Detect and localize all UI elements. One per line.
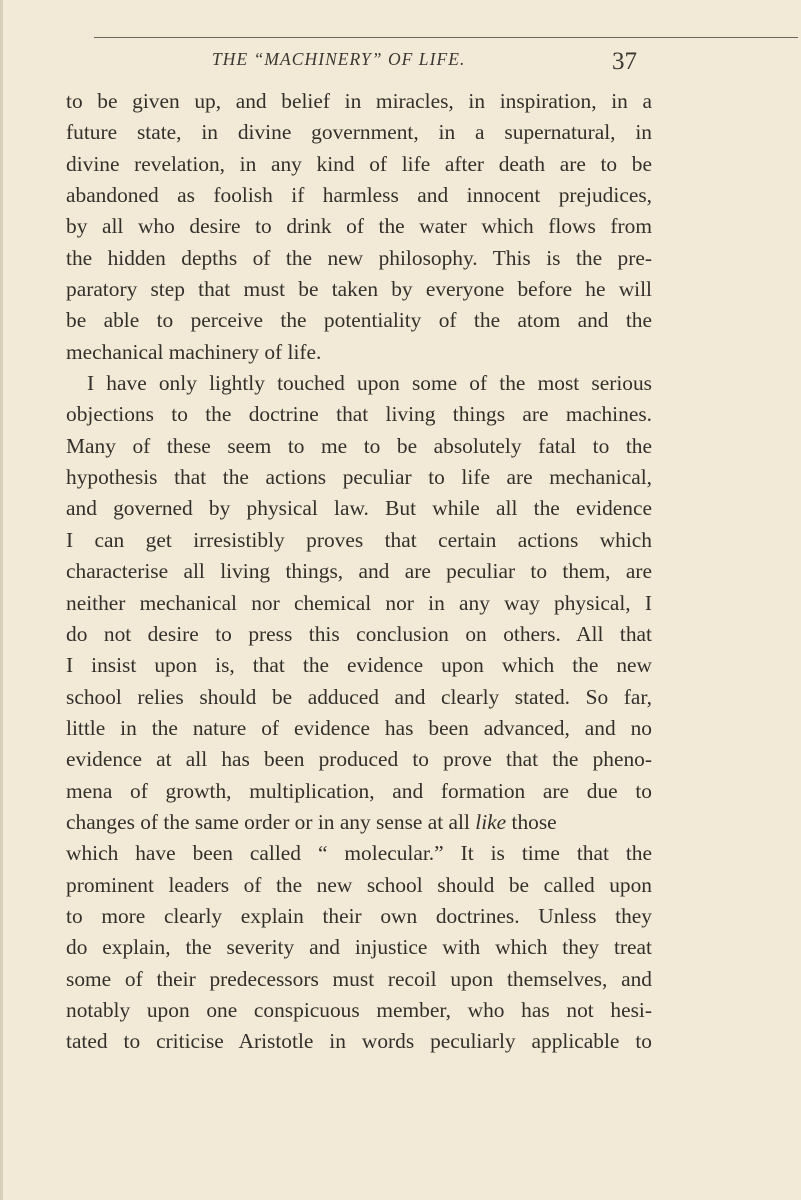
text-line: objections to the doctrine that living things are machines. <box>66 402 652 427</box>
text-line: do explain, the severity and injustice with which they treat <box>66 935 652 960</box>
text-line: I can get irresistibly proves that certain actions which <box>66 527 652 552</box>
header-rule <box>94 37 798 38</box>
body-text <box>66 86 652 1058</box>
text-line: some of their predecessors must recoil upon themselves, and <box>66 966 652 991</box>
page-number: 37 <box>612 48 637 75</box>
text-line: and governed by physical law. But while all the evidence <box>66 496 652 521</box>
text-line: Many of these seem to me to be absolutely fatal to the <box>66 433 652 458</box>
text-line: abandoned as foolish if harmless and innocent prejudices, <box>66 183 652 208</box>
text-segment: changes of the same order or in any sense at all <box>66 809 470 834</box>
text-line <box>66 807 652 838</box>
text-line: I have only lightly touched upon some of the most serious <box>87 371 652 396</box>
running-title: THE “MACHINERY” OF LIFE. <box>212 49 466 69</box>
text-line: be able to perceive the potentiality of the atom and the <box>66 308 652 333</box>
text-line: little in the nature of evidence has been advanced, and no <box>66 715 652 740</box>
text-line: notably upon one conspicuous member, who has not hesi- <box>66 997 652 1022</box>
text-line: divine revelation, in any kind of life after death are to be <box>66 151 652 176</box>
text-line: paratory step that must be taken by everyone before he will <box>66 277 652 302</box>
emphasis-like: like <box>475 809 507 834</box>
text-line: characterise all living things, and are peculiar to them, are <box>66 559 652 584</box>
text-line: to more clearly explain their own doctrines. Unless they <box>66 903 652 928</box>
text-line: tated to criticise Aristotle in words peculiarly applicable to <box>66 1029 652 1054</box>
text-line: mena of growth, multiplication, and formation are due to <box>66 778 652 803</box>
text-line: neither mechanical nor chemical nor in any way physical, I <box>66 590 652 615</box>
text-line: mechanical machinery of life. <box>66 339 322 364</box>
text-line: evidence at all has been produced to prove that the pheno- <box>66 747 652 772</box>
text-line: which have been called “ molecular.” It is time that the <box>66 841 652 866</box>
text-line: by all who desire to drink of the water which flows from <box>66 214 652 239</box>
text-line: to be given up, and belief in miracles, in inspiration, in a <box>66 89 652 113</box>
text-line: do not desire to press this conclusion on others. All that <box>66 621 652 646</box>
text-line: the hidden depths of the new philosophy. This is the pre- <box>66 245 652 270</box>
text-segment: those <box>511 809 557 834</box>
text-line: school relies should be adduced and clearly stated. So far, <box>66 684 652 709</box>
text-line: prominent leaders of the new school should be called upon <box>66 872 652 897</box>
text-line: I insist upon is, that the evidence upon which the new <box>66 653 652 678</box>
text-line: hypothesis that the actions peculiar to life are mechanical, <box>66 465 652 490</box>
text-line: future state, in divine government, in a supernatural, in <box>66 120 652 145</box>
page-edge <box>0 0 3 1200</box>
